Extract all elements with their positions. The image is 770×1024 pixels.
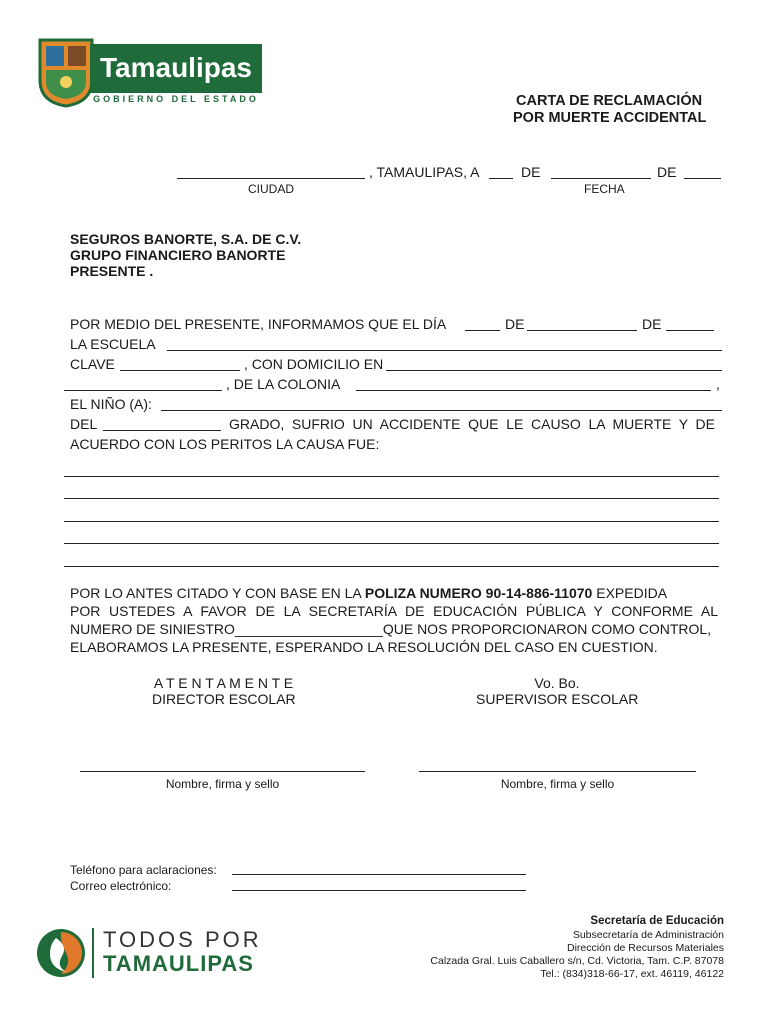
footer-logo-line2: TAMAULIPAS [103, 951, 254, 976]
de-text-2: DE [657, 164, 677, 180]
mes-blank[interactable] [527, 330, 637, 331]
recipient-line1: SEGUROS BANORTE, S.A. DE C.V. [70, 231, 302, 247]
year-blank[interactable] [684, 178, 721, 179]
closing-line2: POR USTEDES A FAVOR DE LA SECRETARÍA DE EDUCACIÓN PÚBLICA Y CONFORME AL [70, 603, 718, 619]
domicilio-cont-blank[interactable] [64, 390, 222, 391]
closing-line1-end: EXPEDIDA [592, 585, 668, 601]
clave-blank[interactable] [120, 370, 240, 371]
day-blank[interactable] [489, 178, 513, 179]
supervisor-signature-line[interactable] [419, 771, 696, 772]
supervisor-signature-caption: Nombre, firma y sello [500, 777, 615, 791]
telefono-blank[interactable] [232, 874, 526, 875]
anio-blank[interactable] [666, 330, 714, 331]
footer-address: Calzada Gral. Luis Caballero s/n, Cd. Victoria, Tam. C.P. 87078 [430, 955, 724, 967]
director-signature-caption: Nombre, firma y sello [165, 777, 280, 791]
con-domicilio-label: , CON DOMICILIO EN [244, 356, 384, 372]
de-text-1: DE [521, 164, 541, 180]
de-text-a: DE [505, 316, 525, 332]
policy-number: POLIZA NUMERO 90-14-886-11070 [364, 585, 593, 601]
closing-line4: ELABORAMOS LA PRESENTE, ESPERANDO LA RESOLUCIÓN DEL CASO EN CUESTION. [70, 639, 658, 655]
supervisor-role: SUPERVISOR ESCOLAR [476, 691, 639, 707]
coat-of-arms-icon [36, 36, 96, 108]
cause-line-2[interactable] [64, 498, 719, 499]
domicilio-blank[interactable] [386, 370, 722, 371]
de-la-colonia-label: , DE LA COLONIA [226, 376, 341, 392]
ciudad-label: CIUDAD [248, 182, 295, 196]
document-title-line1: CARTA DE RECLAMACIÓN [516, 93, 703, 109]
footer-logo-line1: TODOS POR [103, 927, 262, 952]
director-signature-line[interactable] [80, 771, 365, 772]
cause-line-5[interactable] [64, 566, 719, 567]
dia-blank[interactable] [465, 330, 500, 331]
escuela-blank[interactable] [167, 350, 722, 351]
nino-blank[interactable] [161, 410, 722, 411]
cause-line-1[interactable] [64, 476, 719, 477]
brand-name: Tamaulipas [90, 44, 262, 92]
month-blank[interactable] [551, 178, 651, 179]
footer-phone: Tel.: (834)318-66-17, ext. 46119, 46122 [540, 968, 724, 980]
closing-line1 [70, 585, 718, 601]
footer-direccion: Dirección de Recursos Materiales [567, 942, 724, 954]
document-title-line2: POR MUERTE ACCIDENTAL [513, 110, 707, 126]
footer-subsecretaria: Subsecretaría de Administración [572, 929, 724, 941]
clave-label: CLAVE [70, 356, 115, 372]
del-label: DEL [70, 416, 98, 432]
footer-divider [92, 928, 94, 978]
grado-text: GRADO, SUFRIO UN ACCIDENTE QUE LE CAUSO LA MUERTE Y DE [229, 416, 715, 432]
todos-por-tamaulipas-logo-icon [36, 928, 86, 978]
director-role: DIRECTOR ESCOLAR [152, 691, 296, 707]
telefono-label: Teléfono para aclaraciones: [70, 863, 217, 877]
closing-line1-start: POR LO ANTES CITADO Y CON BASE EN LA [70, 585, 365, 601]
vobo-text: Vo. Bo. [534, 675, 580, 691]
recipient-line2: GRUPO FINANCIERO BANORTE [70, 247, 286, 263]
closing-line3: NUMERO DE SINIESTRO___________________QUE NOS PROPORCIONARON COMO CONTROL, [70, 621, 712, 637]
colonia-comma: , [716, 376, 720, 392]
footer-secretaria: Secretaría de Educación [590, 915, 724, 927]
grado-blank[interactable] [103, 430, 221, 431]
correo-label: Correo electrónico: [70, 879, 172, 893]
cause-line-4[interactable] [64, 543, 719, 544]
acuerdo-text: ACUERDO CON LOS PERITOS LA CAUSA FUE: [70, 436, 380, 452]
atentamente-text: A T E N T A M E N T E [153, 675, 294, 691]
cause-line-3[interactable] [64, 521, 719, 522]
colonia-blank[interactable] [356, 390, 711, 391]
de-text-b: DE [642, 316, 662, 332]
ciudad-blank[interactable] [177, 178, 365, 179]
correo-blank[interactable] [232, 890, 526, 891]
fecha-label: FECHA [584, 182, 625, 196]
la-escuela-label: LA ESCUELA [70, 336, 156, 352]
recipient-line3: PRESENTE . [70, 263, 154, 279]
el-nino-label: EL NIÑO (A): [70, 396, 152, 412]
brand-subtitle: GOBIERNO DEL ESTADO [90, 92, 262, 105]
por-medio-text: POR MEDIO DEL PRESENTE, INFORMAMOS QUE EL DÍA [70, 316, 447, 332]
tamaulipas-a-text: , TAMAULIPAS, A [369, 164, 480, 180]
